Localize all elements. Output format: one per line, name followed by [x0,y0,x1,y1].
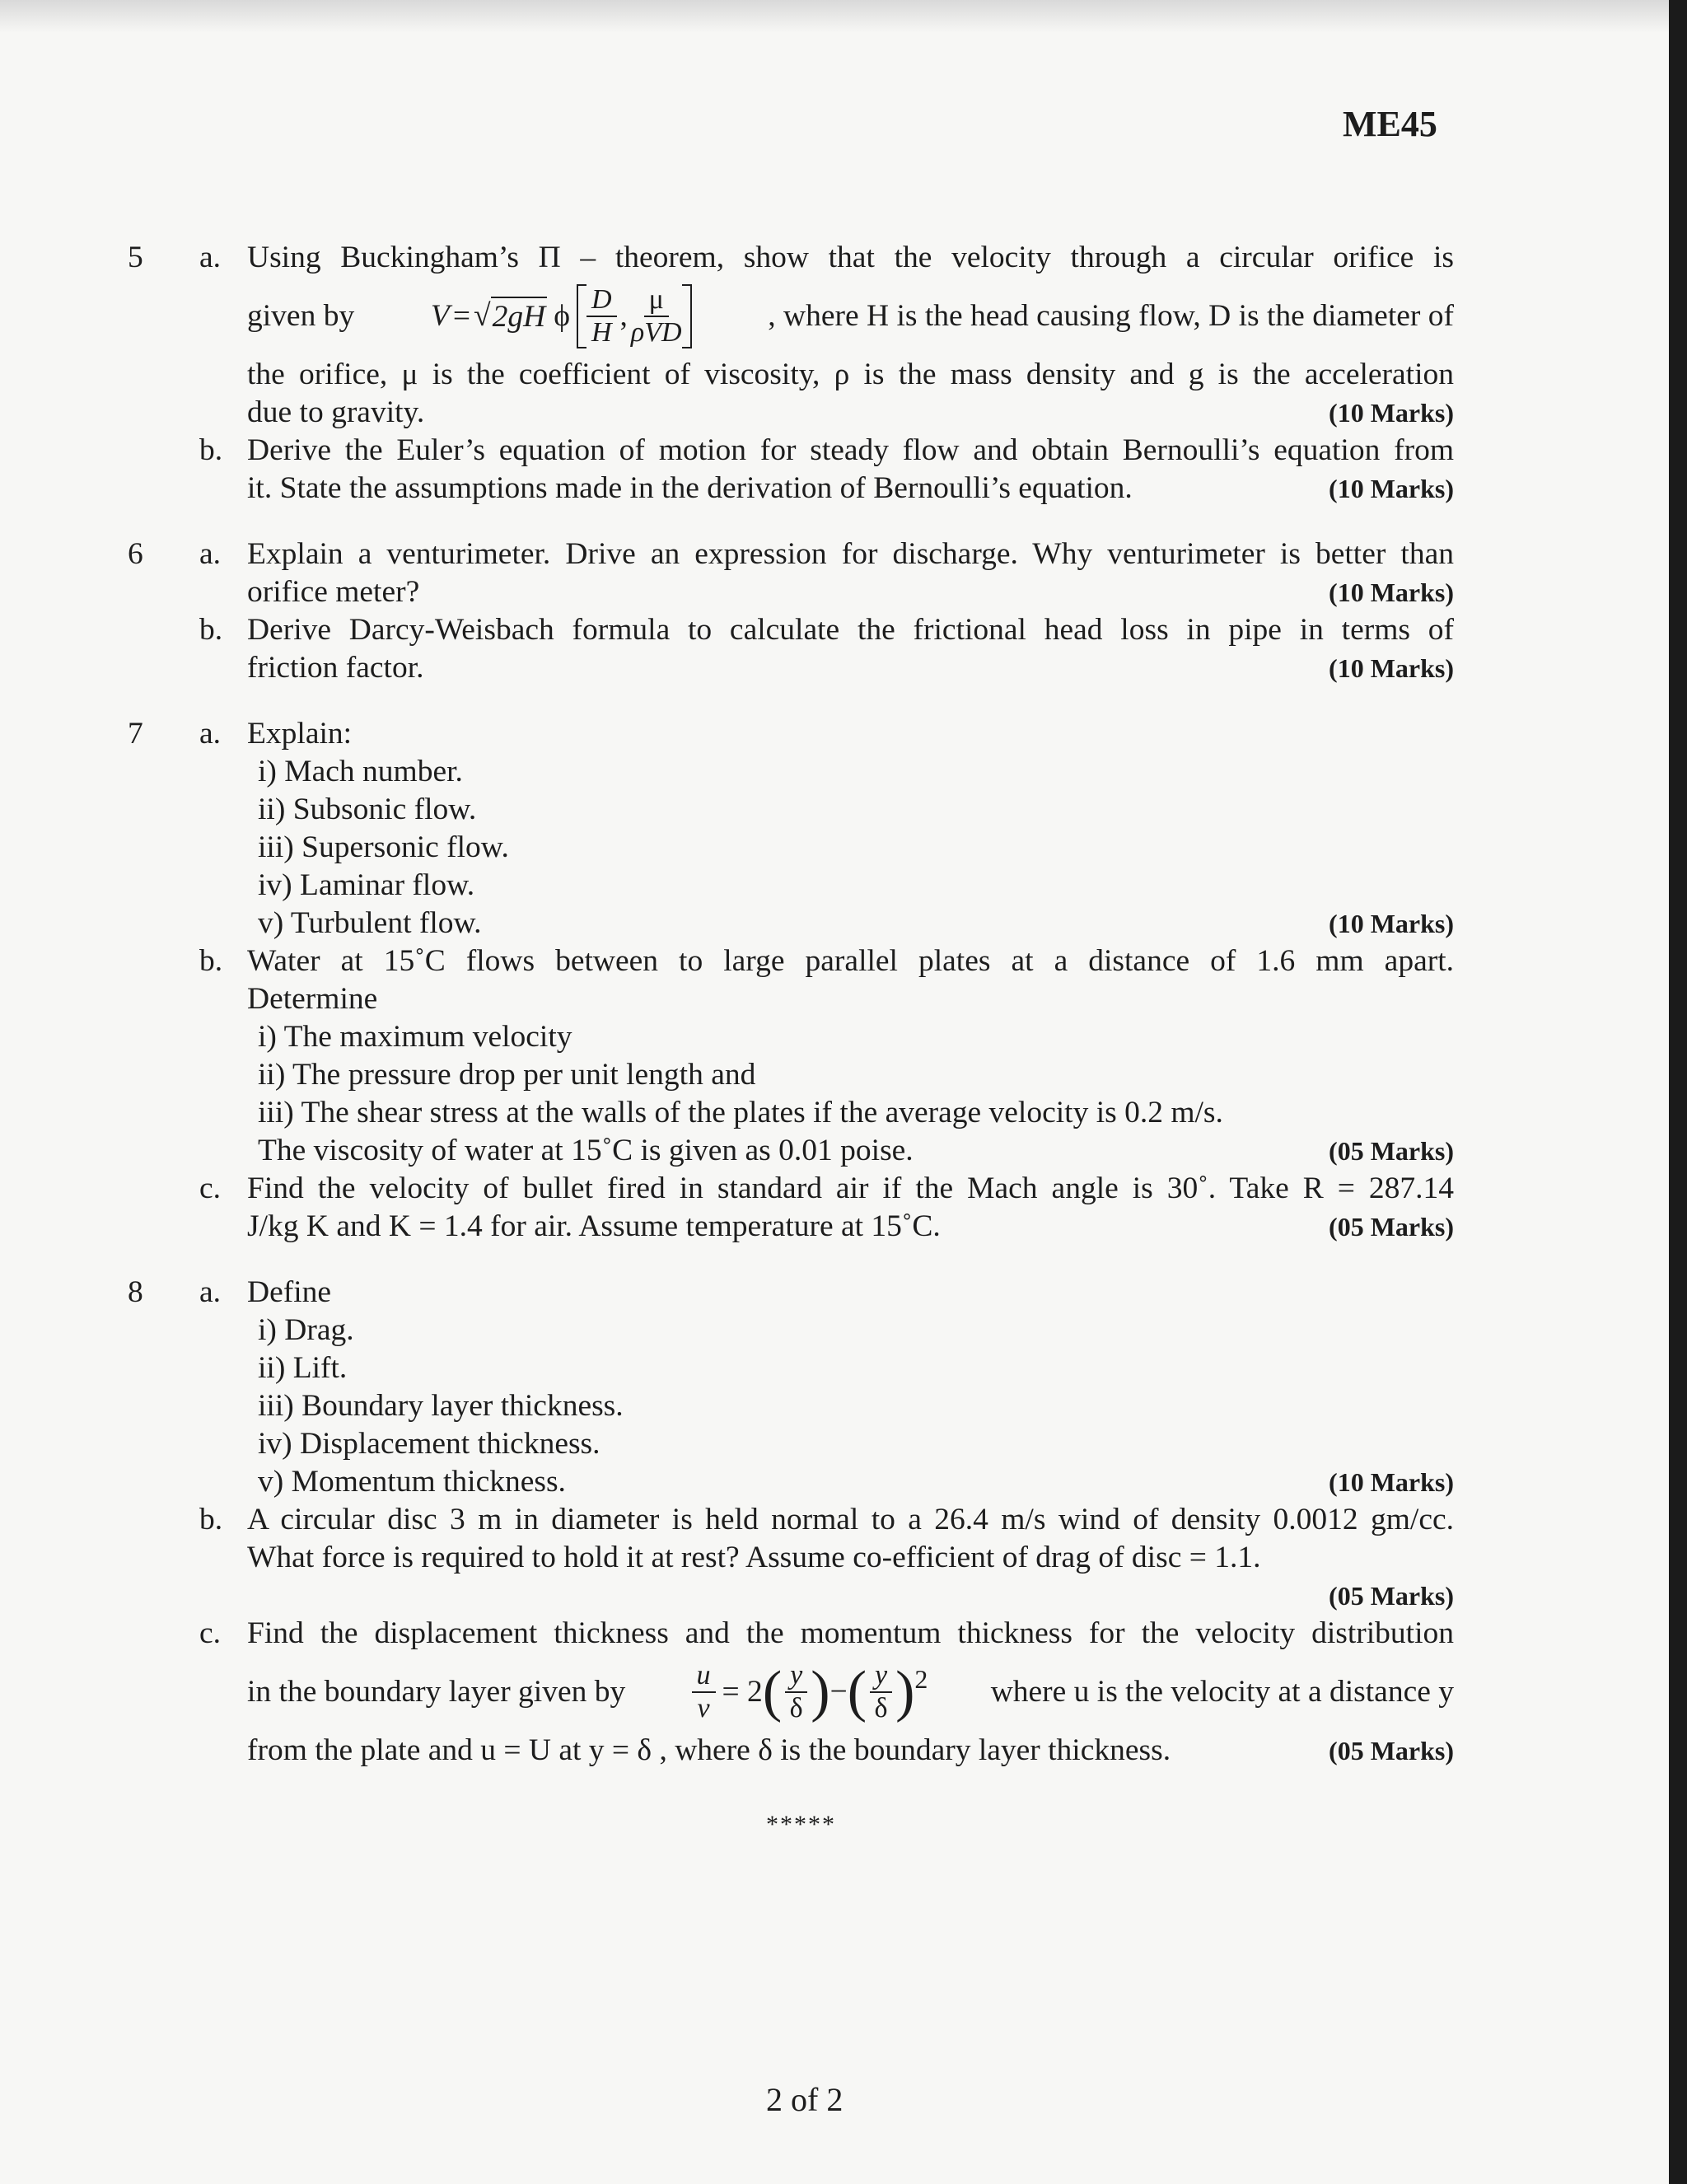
list-item: iii) The shear stress at the walls of the plates if the average velocity is 0.2 m/s. [258,1096,1223,1129]
part-label: c. [199,1172,222,1205]
end-stars: ***** [766,1811,836,1838]
formula-symbol: V [430,299,450,333]
question-5b [128,432,1454,507]
question-6 [128,535,1454,687]
denominator: ρVD [630,317,682,348]
question-number: 6 [128,537,143,571]
question-7a [128,715,1454,942]
marks: (05 Marks) [1329,1212,1454,1242]
numerator: y [785,1660,807,1693]
question-8b [128,1501,1454,1615]
question-text: Using Buckingham’s Π – theorem, show that the velocity through a circular orifice is [247,241,1454,274]
marks-line [247,394,1454,432]
formula-symbol: = [452,299,470,333]
question-number: 7 [128,717,143,751]
list-item: iii) Supersonic flow. [258,830,509,864]
list-item: iv) Laminar flow. [258,868,475,902]
scan-edge [1669,0,1687,2184]
formula-symbol: ϕ [554,299,570,333]
question-text: Derive Darcy-Weisbach formula to calculate the frictional head loss in pipe in terms of [247,613,1454,647]
formula-symbol: − [829,1675,848,1709]
question-text: where u is the velocity at a distance y [990,1675,1454,1709]
marks: (05 Marks) [1329,1581,1454,1611]
part-label: a. [199,717,222,751]
part-label: b. [199,613,223,647]
marks-line [247,1577,1454,1615]
marks-line [247,573,1454,611]
part-label: b. [199,1503,223,1536]
formula-line [247,1653,1454,1732]
question-text: from the plate and u = U at y = δ , where δ is the boundary layer thickness. [247,1733,1171,1767]
question-8c [128,1615,1454,1770]
list-item: iii) Boundary layer thickness. [258,1389,624,1423]
numerator: D [586,284,617,317]
denominator: v [697,1693,710,1723]
fraction [631,284,682,348]
paper-code: ME45 [1343,104,1437,144]
question-8a [128,1274,1454,1501]
question-text: given by [247,299,355,333]
marks-line [247,1208,1454,1246]
paren: ( [762,1660,783,1723]
marks-line [247,1132,1454,1170]
part-label: b. [199,944,223,978]
marks: (10 Marks) [1329,653,1454,683]
paren: ) [811,1660,830,1723]
list-item: ii) Lift. [258,1351,348,1385]
part-label: a. [199,241,222,274]
question-text: A circular disc 3 m in diameter is held normal to a 26.4 m/s wind of density 0.0012 gm/cc. [247,1503,1454,1536]
question-6a [128,535,1454,611]
scan-shadow [0,0,1687,33]
paren: ( [847,1660,867,1723]
list-item: v) Momentum thickness. [258,1465,566,1499]
fraction [870,1660,892,1724]
question-5 [128,239,1454,507]
question-text: Explain a venturimeter. Drive an expression for discharge. Why venturimeter is better than [247,537,1454,571]
formula-line [247,277,1454,356]
formula-bracket [577,284,692,348]
marks: (10 Marks) [1329,398,1454,428]
question-text: The viscosity of water at 15˚C is given as 0.01 poise. [258,1134,914,1167]
question-5a [128,239,1454,432]
question-text: Explain: [247,717,353,751]
part-label: a. [199,537,222,571]
question-number: 5 [128,241,143,274]
denominator: δ [789,1693,803,1723]
marks-line [247,649,1454,687]
marks-line [247,470,1454,507]
question-text: the orifice, μ is the coefficient of viscosity, ρ is the mass density and g is the acceleration [247,358,1454,391]
list-item: i) Drag. [258,1313,354,1347]
page-number: 2 of 2 [766,2081,844,2118]
question-text: Derive the Euler’s equation of motion for steady flow and obtain Bernoulli’s equation from [247,433,1454,467]
marks: (10 Marks) [1329,578,1454,607]
question-text: Determine [247,982,378,1016]
question-text: Find the velocity of bullet fired in standard air if the Mach angle is 30˚. Take R = 287.14 [247,1172,1454,1205]
question-number: 8 [128,1275,143,1309]
velocity-formula [431,284,692,348]
marks-line [247,905,1454,942]
question-text: Water at 15˚C flows between to large parallel plates at a distance of 1.6 mm apart. [247,944,1454,978]
list-item: v) Turbulent flow. [258,906,482,940]
marks-line [247,1732,1454,1770]
question-text: orifice meter? [247,575,420,609]
velocity-profile-formula [689,1660,928,1724]
question-text: in the boundary layer given by [247,1675,626,1709]
list-item: i) The maximum velocity [258,1020,572,1054]
question-page [128,239,1454,1770]
question-text: friction factor. [247,651,424,685]
denominator: δ [874,1693,888,1723]
question-text: it. State the assumptions made in the derivation of Bernoulli’s equation. [247,471,1133,505]
marks: (10 Marks) [1329,909,1454,938]
question-7b [128,942,1454,1170]
list-item: ii) Subsonic flow. [258,793,477,826]
question-6b [128,611,1454,687]
denominator: H [591,317,612,348]
numerator: y [870,1660,892,1693]
question-7 [128,715,1454,1246]
part-label: b. [199,433,223,467]
question-text: Find the displacement thickness and the momentum thickness for the velocity distribution [247,1616,1454,1650]
formula-symbol: , [619,299,628,333]
question-text: Define [247,1275,332,1309]
numerator: u [692,1660,716,1693]
question-8 [128,1274,1454,1770]
marks: (05 Marks) [1329,1736,1454,1765]
fraction [785,1660,807,1724]
marks: (05 Marks) [1329,1136,1454,1166]
part-label: c. [199,1616,222,1650]
list-item: ii) The pressure drop per unit length and [258,1058,756,1092]
list-item: i) Mach number. [258,755,463,788]
exponent: 2 [914,1664,928,1694]
numerator: μ [644,284,669,317]
marks-line [247,1463,1454,1501]
question-7c [128,1170,1454,1246]
sqrt-sign: √ [474,299,491,333]
list-item: iv) Displacement thickness. [258,1427,600,1461]
formula-symbol: 2gH [491,297,548,336]
question-text: due to gravity. [247,395,425,429]
question-text: , where H is the head causing flow, D is the diameter of [768,299,1454,333]
formula-symbol: = 2 [722,1675,763,1709]
question-text: What force is required to hold it at rest? Assume co-efficient of drag of disc = 1.1. [247,1541,1261,1574]
marks: (10 Marks) [1329,474,1454,503]
fraction [586,284,617,348]
fraction [692,1660,716,1724]
question-text: J/kg K and K = 1.4 for air. Assume temperature at 15˚C. [247,1209,941,1243]
part-label: a. [199,1275,222,1309]
marks: (10 Marks) [1329,1467,1454,1497]
paren: ) [895,1660,915,1723]
